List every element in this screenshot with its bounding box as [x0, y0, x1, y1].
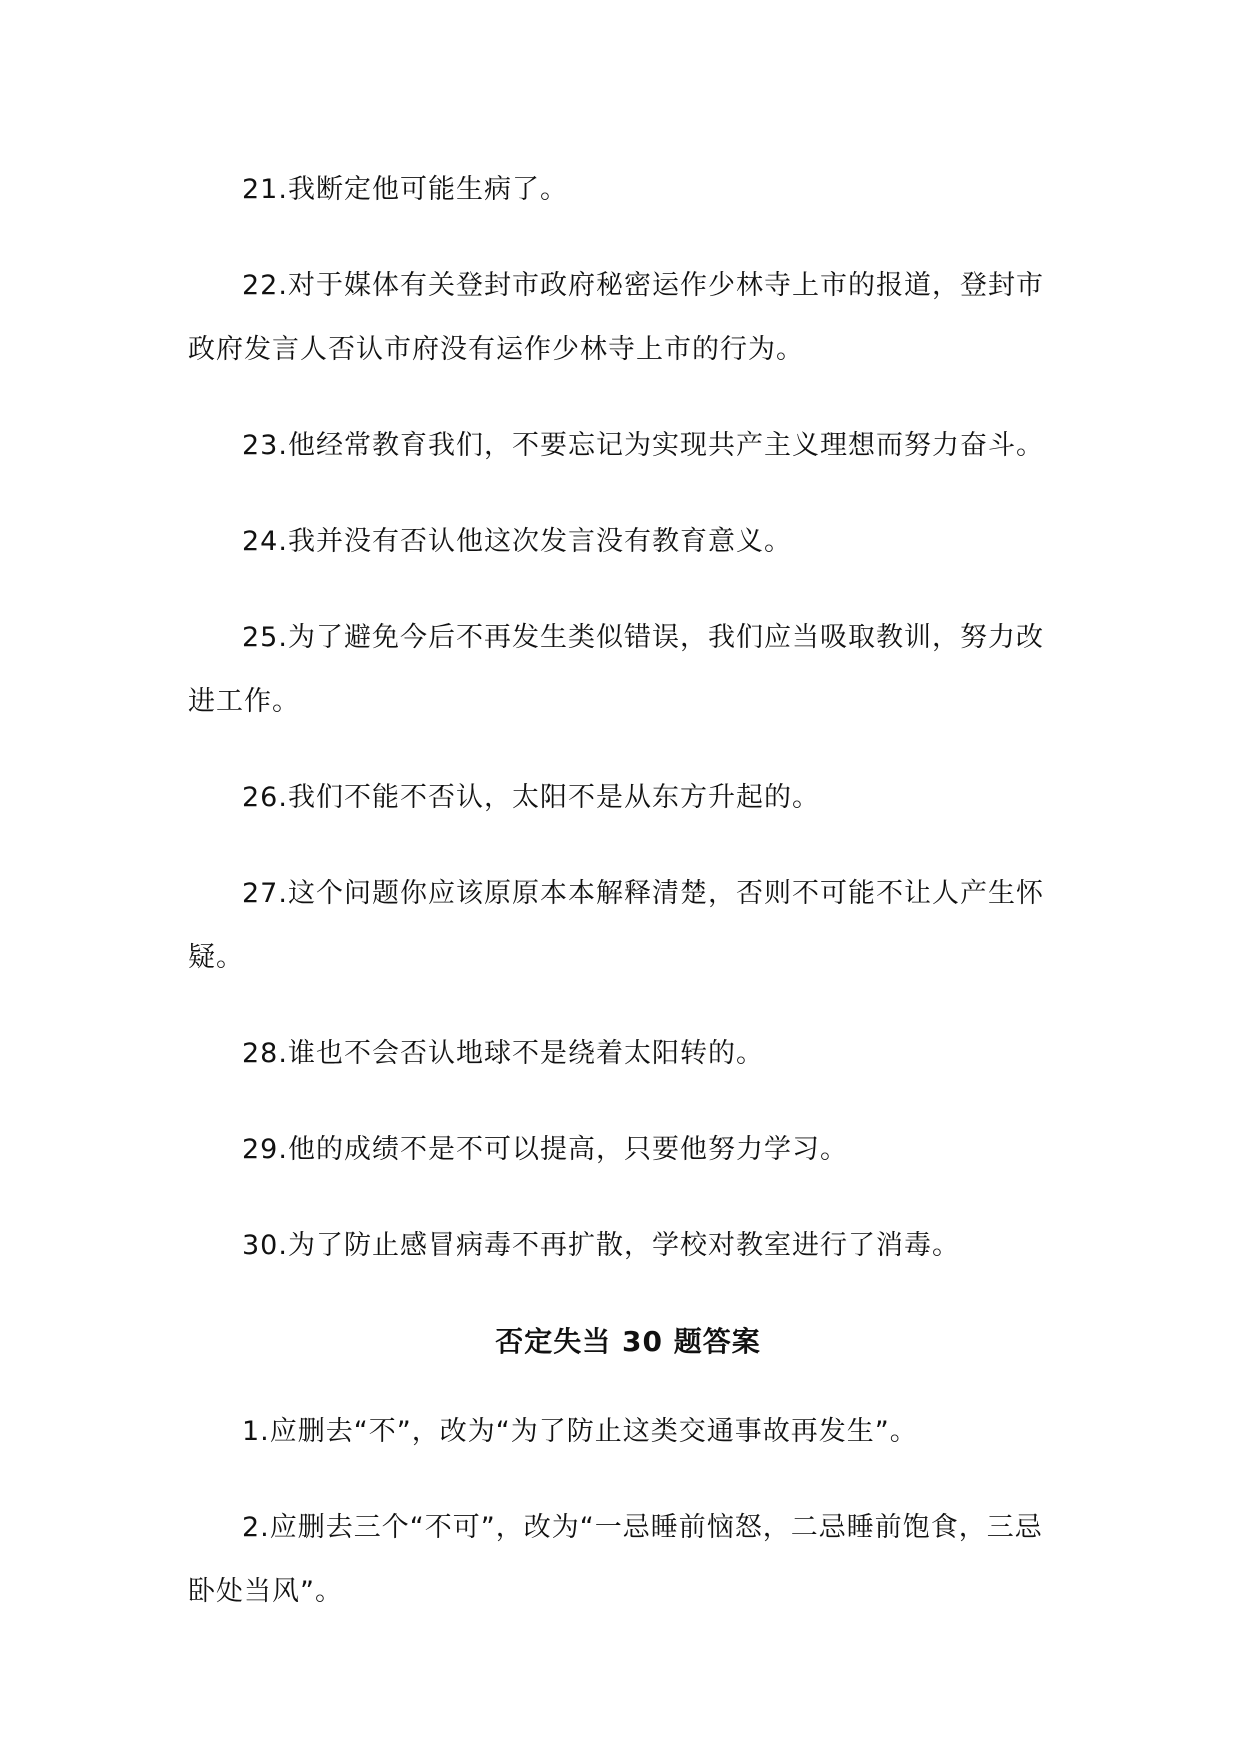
question-25: 25.为了避免今后不再发生类似错误，我们应当吸取教训，努力改进工作。 — [188, 622, 1044, 717]
question-26: 26.我们不能不否认，太阳不是从东方升起的。 — [242, 782, 820, 813]
question-30: 30.为了防止感冒病毒不再扩散，学校对教室进行了消毒。 — [242, 1230, 960, 1261]
answer-2: 2.应删去三个“不可”，改为“一忌睡前恼怒，二忌睡前饱食，三忌卧处当风”。 — [188, 1512, 1043, 1607]
document-body — [188, 158, 1068, 1656]
question-28: 28.谁也不会否认地球不是绕着太阳转的。 — [242, 1038, 764, 1069]
question-24: 24.我并没有否认他这次发言没有教育意义。 — [242, 526, 792, 557]
question-21: 21.我断定他可能生病了。 — [242, 174, 568, 205]
question-27: 27.这个问题你应该原原本本解释清楚，否则不可能不让人产生怀疑。 — [188, 878, 1044, 973]
question-23: 23.他经常教育我们，不要忘记为实现共产主义理想而努力奋斗。 — [242, 430, 1044, 461]
question-29: 29.他的成绩不是不可以提高，只要他努力学习。 — [242, 1134, 848, 1165]
answer-1: 1.应删去“不”，改为“为了防止这类交通事故再发生”。 — [242, 1416, 918, 1447]
answers-title: 否定失当 30 题答案 — [495, 1325, 761, 1358]
question-22: 22.对于媒体有关登封市政府秘密运作少林寺上市的报道，登封市政府发言人否认市府没有运作少林寺上市的行为。 — [188, 270, 1044, 365]
